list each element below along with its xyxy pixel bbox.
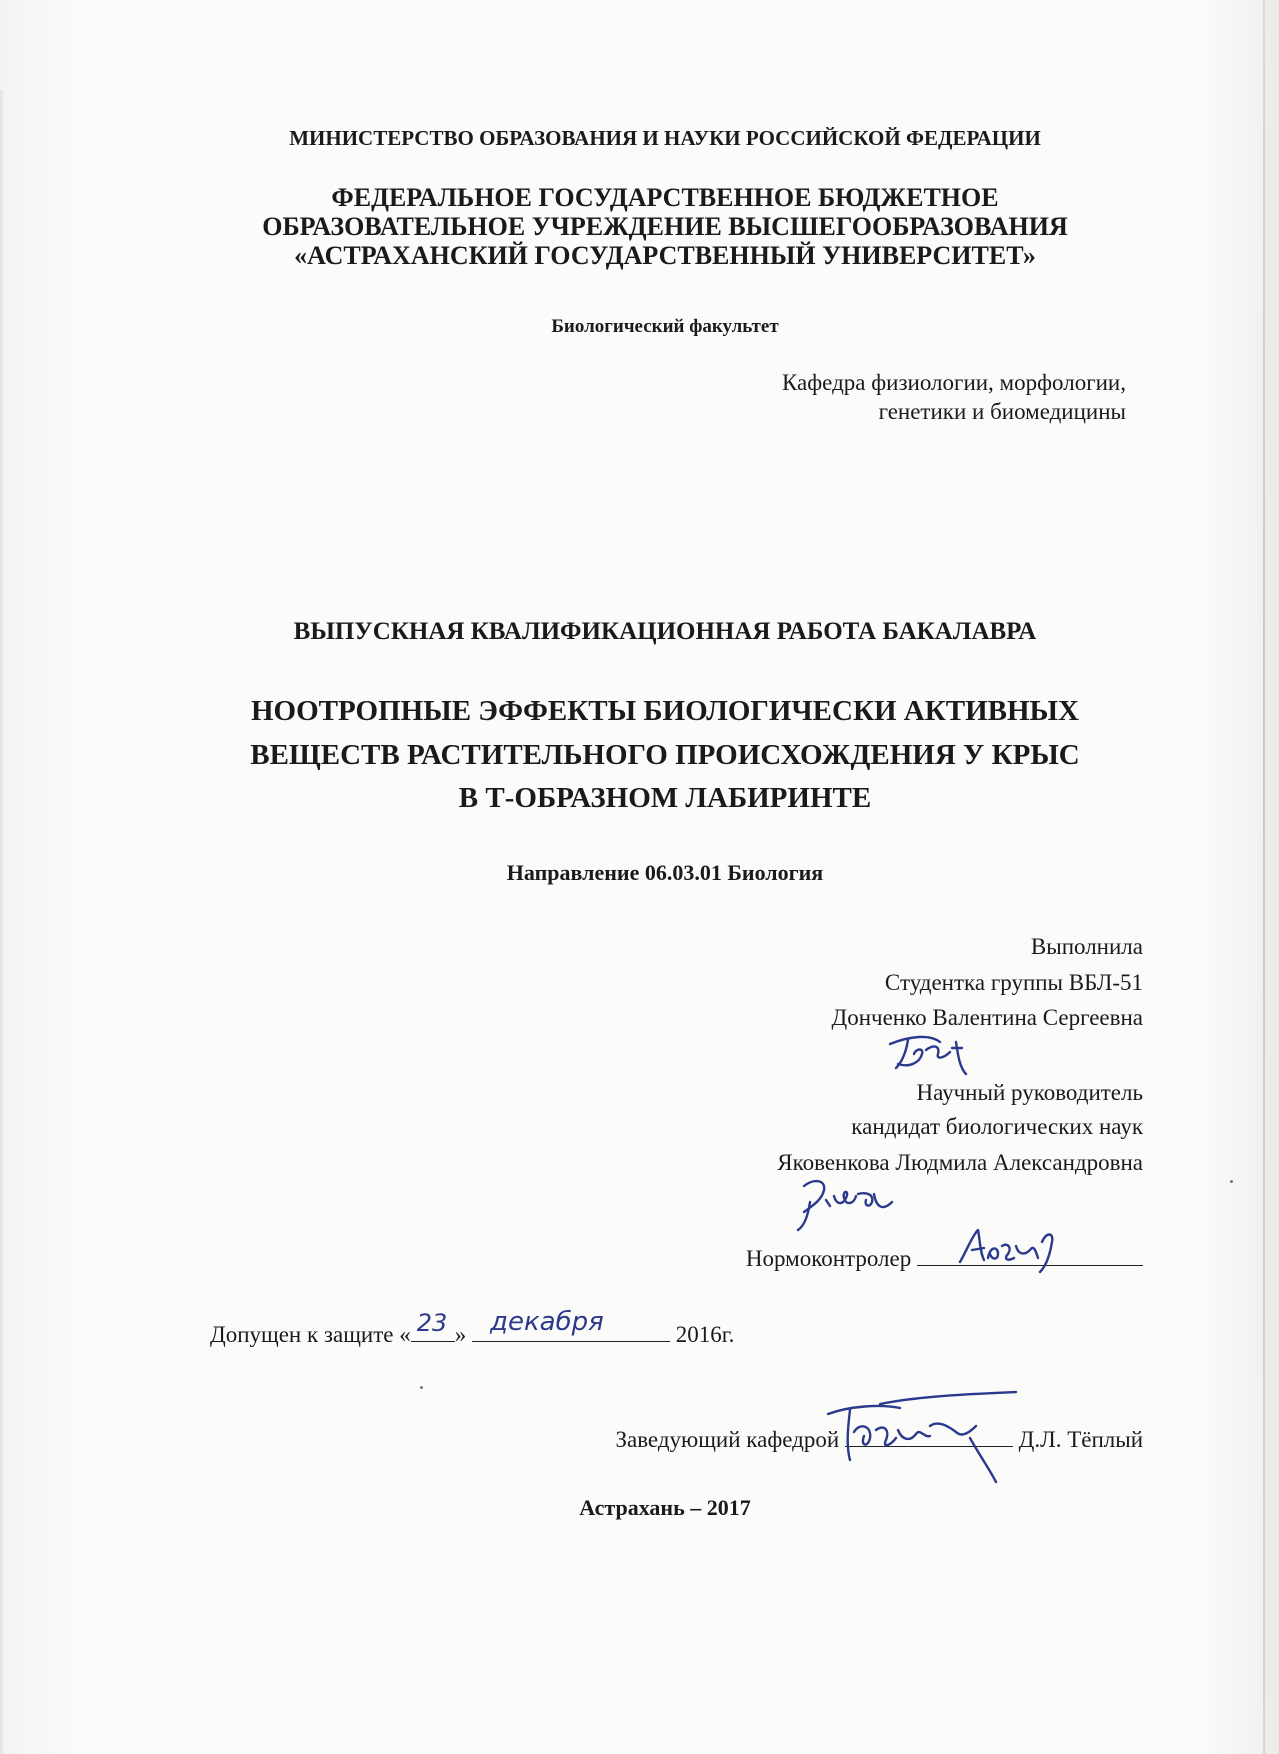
admission-day-field	[411, 1309, 455, 1342]
head-label: Заведующий кафедрой	[615, 1427, 845, 1452]
admission-mid: »	[454, 1322, 472, 1347]
admission-day: 23	[416, 1309, 448, 1337]
norm-controller-label: Нормоконтролер	[745, 1246, 917, 1271]
department-line-1: Кафедра физиологии, морфологии,	[782, 370, 1126, 395]
admission-year: 2016г.	[669, 1322, 735, 1347]
university-line-3: «АСТРАХАНСКИЙ ГОСУДАРСТВЕННЫЙ УНИВЕРСИТЕТ»	[294, 241, 1036, 270]
head-of-department-signature	[820, 1386, 1020, 1486]
ministry-heading: МИНИСТЕРСТВО ОБРАЗОВАНИЯ И НАУКИ РОССИЙСКОЙ ФЕДЕРАЦИИ	[289, 126, 1041, 150]
performer-name: Донченко Валентина Сергеевна	[831, 1005, 1143, 1030]
university-line-2: ОБРАЗОВАТЕЛЬНОЕ УЧРЕЖДЕНИЕ ВЫСШЕГООБРАЗОВАНИЯ	[262, 212, 1068, 241]
thesis-title-line-3: В Т-ОБРАЗНОМ ЛАБИРИНТЕ	[458, 782, 872, 814]
study-direction: Направление 06.03.01 Биология	[506, 860, 824, 885]
advisor-role: Научный руководитель	[916, 1080, 1143, 1105]
performer-role: Выполнила	[1030, 934, 1143, 959]
faculty-name: Биологический факультет	[551, 316, 779, 337]
city-year: Астрахань – 2017	[579, 1495, 751, 1520]
university-line-1: ФЕДЕРАЛЬНОЕ ГОСУДАРСТВЕННОЕ БЮДЖЕТНОЕ	[331, 183, 999, 212]
admission-month-field	[472, 1307, 670, 1342]
admission-line	[210, 1307, 735, 1348]
admission-month: декабря	[489, 1307, 604, 1337]
scan-speck	[420, 1386, 423, 1389]
department-line-2: генетики и биомедицины	[878, 399, 1126, 424]
norm-controller-signature	[950, 1222, 1100, 1272]
advisor-degree: кандидат биологических наук	[851, 1114, 1143, 1139]
scan-speck	[1230, 1180, 1233, 1183]
performer-group: Студентка группы ВБЛ-51	[884, 970, 1143, 995]
advisor-name: Яковенкова Людмила Александровна	[777, 1150, 1143, 1175]
thesis-title-line-1: НООТРОПНЫЕ ЭФФЕКТЫ БИОЛОГИЧЕСКИ АКТИВНЫХ	[251, 695, 1079, 727]
advisor-signature	[790, 1172, 910, 1232]
work-type: ВЫПУСКНАЯ КВАЛИФИКАЦИОННАЯ РАБОТА БАКАЛАВРА	[293, 618, 1037, 645]
head-name: Д.Л. Тёплый	[1012, 1427, 1143, 1452]
thesis-title-line-2: ВЕЩЕСТВ РАСТИТЕЛЬНОГО ПРОИСХОЖДЕНИЯ У КРЫС	[250, 739, 1080, 771]
admission-prefix: Допущен к защите «	[210, 1322, 411, 1347]
student-signature	[880, 1028, 990, 1078]
